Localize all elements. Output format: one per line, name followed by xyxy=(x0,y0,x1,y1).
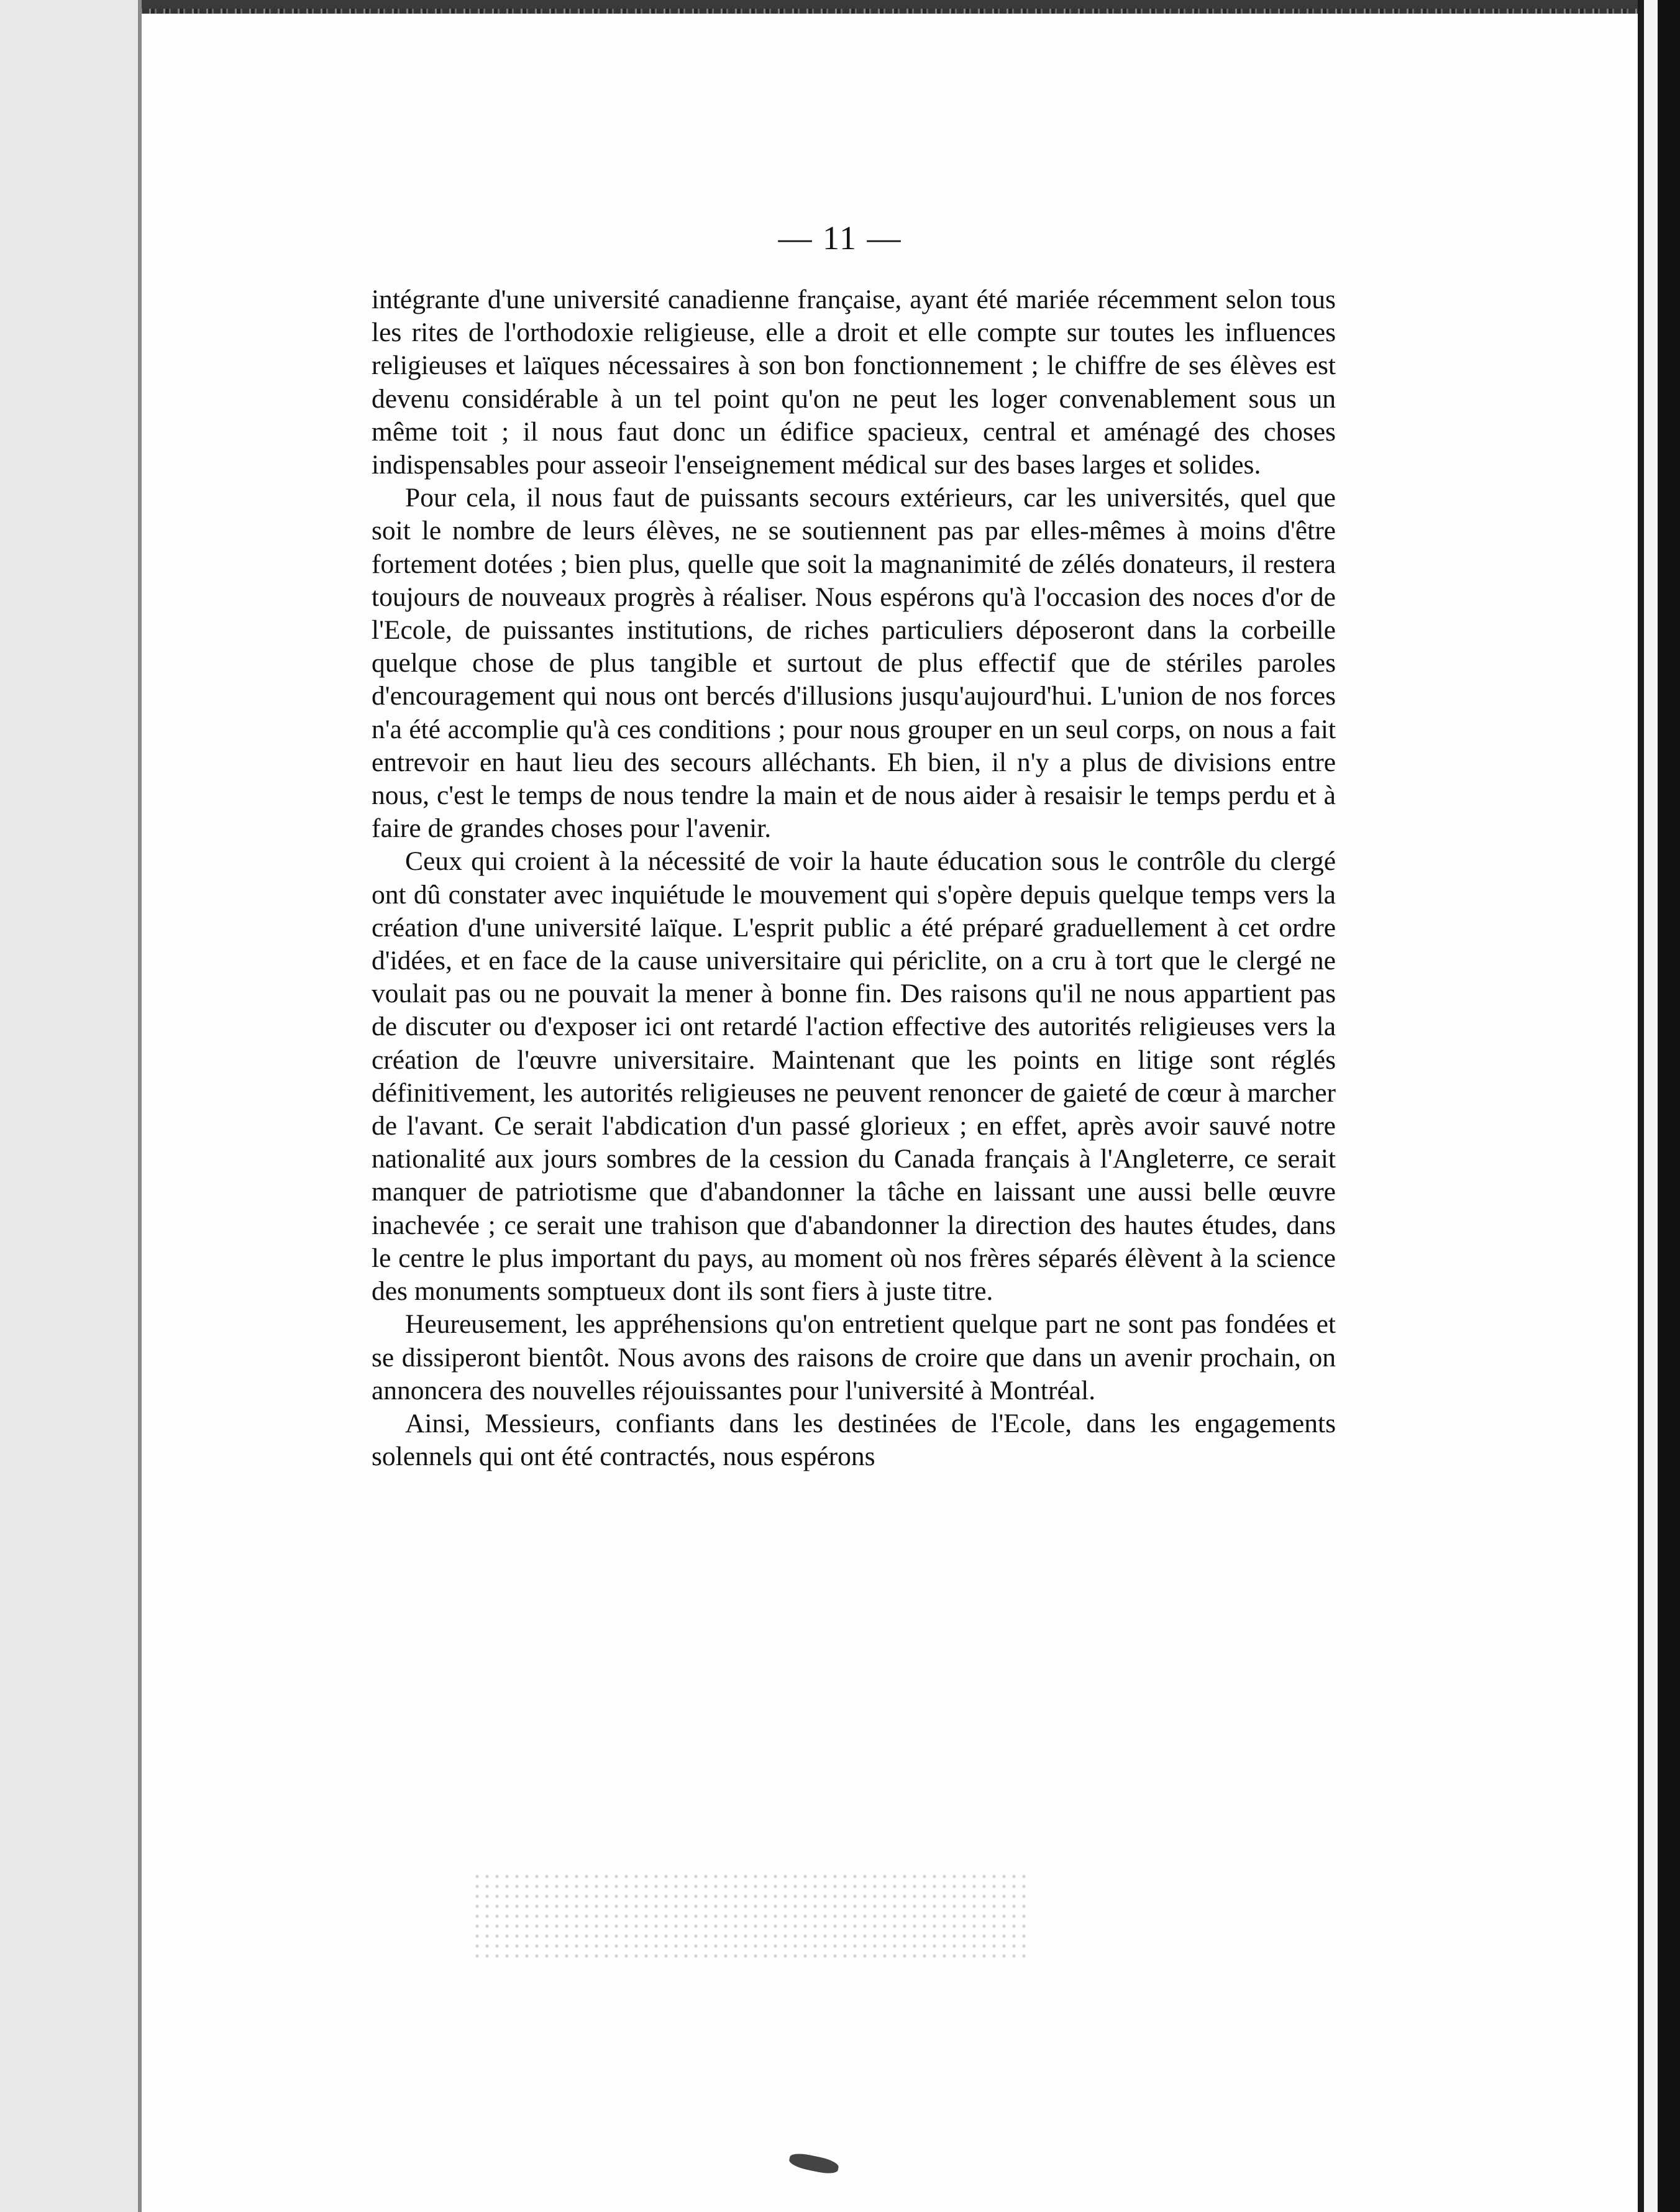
paragraph-5: Ainsi, Messieurs, confiants dans les destinées de l'Ecole, dans les engagements solennels qui ont été contractés, nous espérons xyxy=(372,1408,1336,1472)
perforated-stamp xyxy=(472,1872,1031,1958)
paragraph-1: intégrante d'une université canadienne française, ayant été mariée récemment selon tous les rites de l'orthodoxie religieuse, elle a droit et elle compte sur toutes les influences religieuses et laïques nécessaires à son bon fonctionnement ; le chiffre de ses élèves est devenu considérable à un tel point qu'on ne peut les loger convenablement sous un même toit ; il nous faut donc un édifice spacieux, central et aménagé des choses indispensables pour asseoir l'enseignement médical sur des bases larges et solides. xyxy=(372,285,1336,480)
scan-right-gap xyxy=(1644,0,1658,2212)
paragraph-4: Heureusement, les appréhensions qu'on entretient quelque part ne sont pas fondées et se dissiperont bientôt. Nous avons des raisons de croire que dans un avenir prochain, on annoncera des nouvelles réjouissantes pour l'université à Montréal. xyxy=(372,1309,1336,1405)
scan-right-edge xyxy=(1658,0,1680,2212)
scan-left-margin xyxy=(0,0,138,2212)
page-number: — 11 — xyxy=(778,219,902,257)
paragraph-3: Ceux qui croient à la nécessité de voir la haute éducation sous le contrôle du clergé ont dû constater avec inquiétude le mouvement qui s'opère depuis quelque temps vers la création d'une université laïque. L'esprit public a été préparé graduellement à cet ordre d'idées, et en face de la cause universitaire qui périclite, on a cru à tort que le clergé ne voulait pas ou ne pouvait la mener à bonne fin. Des raisons qu'il ne nous appartient pas de discuter ou d'exposer ici ont retardé l'action effective des autorités religieuses vers la création de l'œuvre universitaire. Maintenant que les points en litige sont réglés définitivement, les autorités religieuses ne peuvent renoncer de gaieté de cœur à marcher de l'avant. Ce serait l'abdication d'un passé glorieux ; en effet, après avoir sauvé notre nationalité aux jours sombres de la cession du Canada français à l'Angleterre, ce serait manquer de patriotisme que d'abandonner la tâche en laissant une aussi belle œuvre inachevée ; ce serait une trahison que d'abandonner la direction des hautes études, dans le centre le plus important du pays, au moment où nos frères séparés élèvent à la science des monuments somptueux dont ils sont fiers à juste titre. xyxy=(372,846,1336,1307)
paragraph-2: Pour cela, il nous faut de puissants secours extérieurs, car les universités, quel que soit le nombre de leurs élèves, ne se soutiennent pas par elles-mêmes à moins d'être fortement dotées ; bien plus, quelle que soit la magnanimité de zélés donateurs, il restera toujours de nouveaux progrès à réaliser. Nous espérons qu'à l'occasion des noces d'or de l'Ecole, de puissantes institutions, de riches particuliers déposeront dans la corbeille quelque chose de plus tangible et surtout de plus effectif que de stériles paroles d'encouragement qui nous ont bercés d'illusions jusqu'aujourd'hui. L'union de nos forces n'a été accomplie qu'à ces conditions ; pour nous grouper en un seul corps, on nous a fait entrevoir en haut lieu des secours alléchants. Eh bien, il n'y a plus de divisions entre nous, c'est le temps de nous tendre la main et de nous aider à resaisir le temps perdu et à faire de grandes choses pour l'avenir. xyxy=(372,483,1336,844)
body-text xyxy=(372,283,1336,1473)
page-right-border xyxy=(1638,0,1644,2212)
